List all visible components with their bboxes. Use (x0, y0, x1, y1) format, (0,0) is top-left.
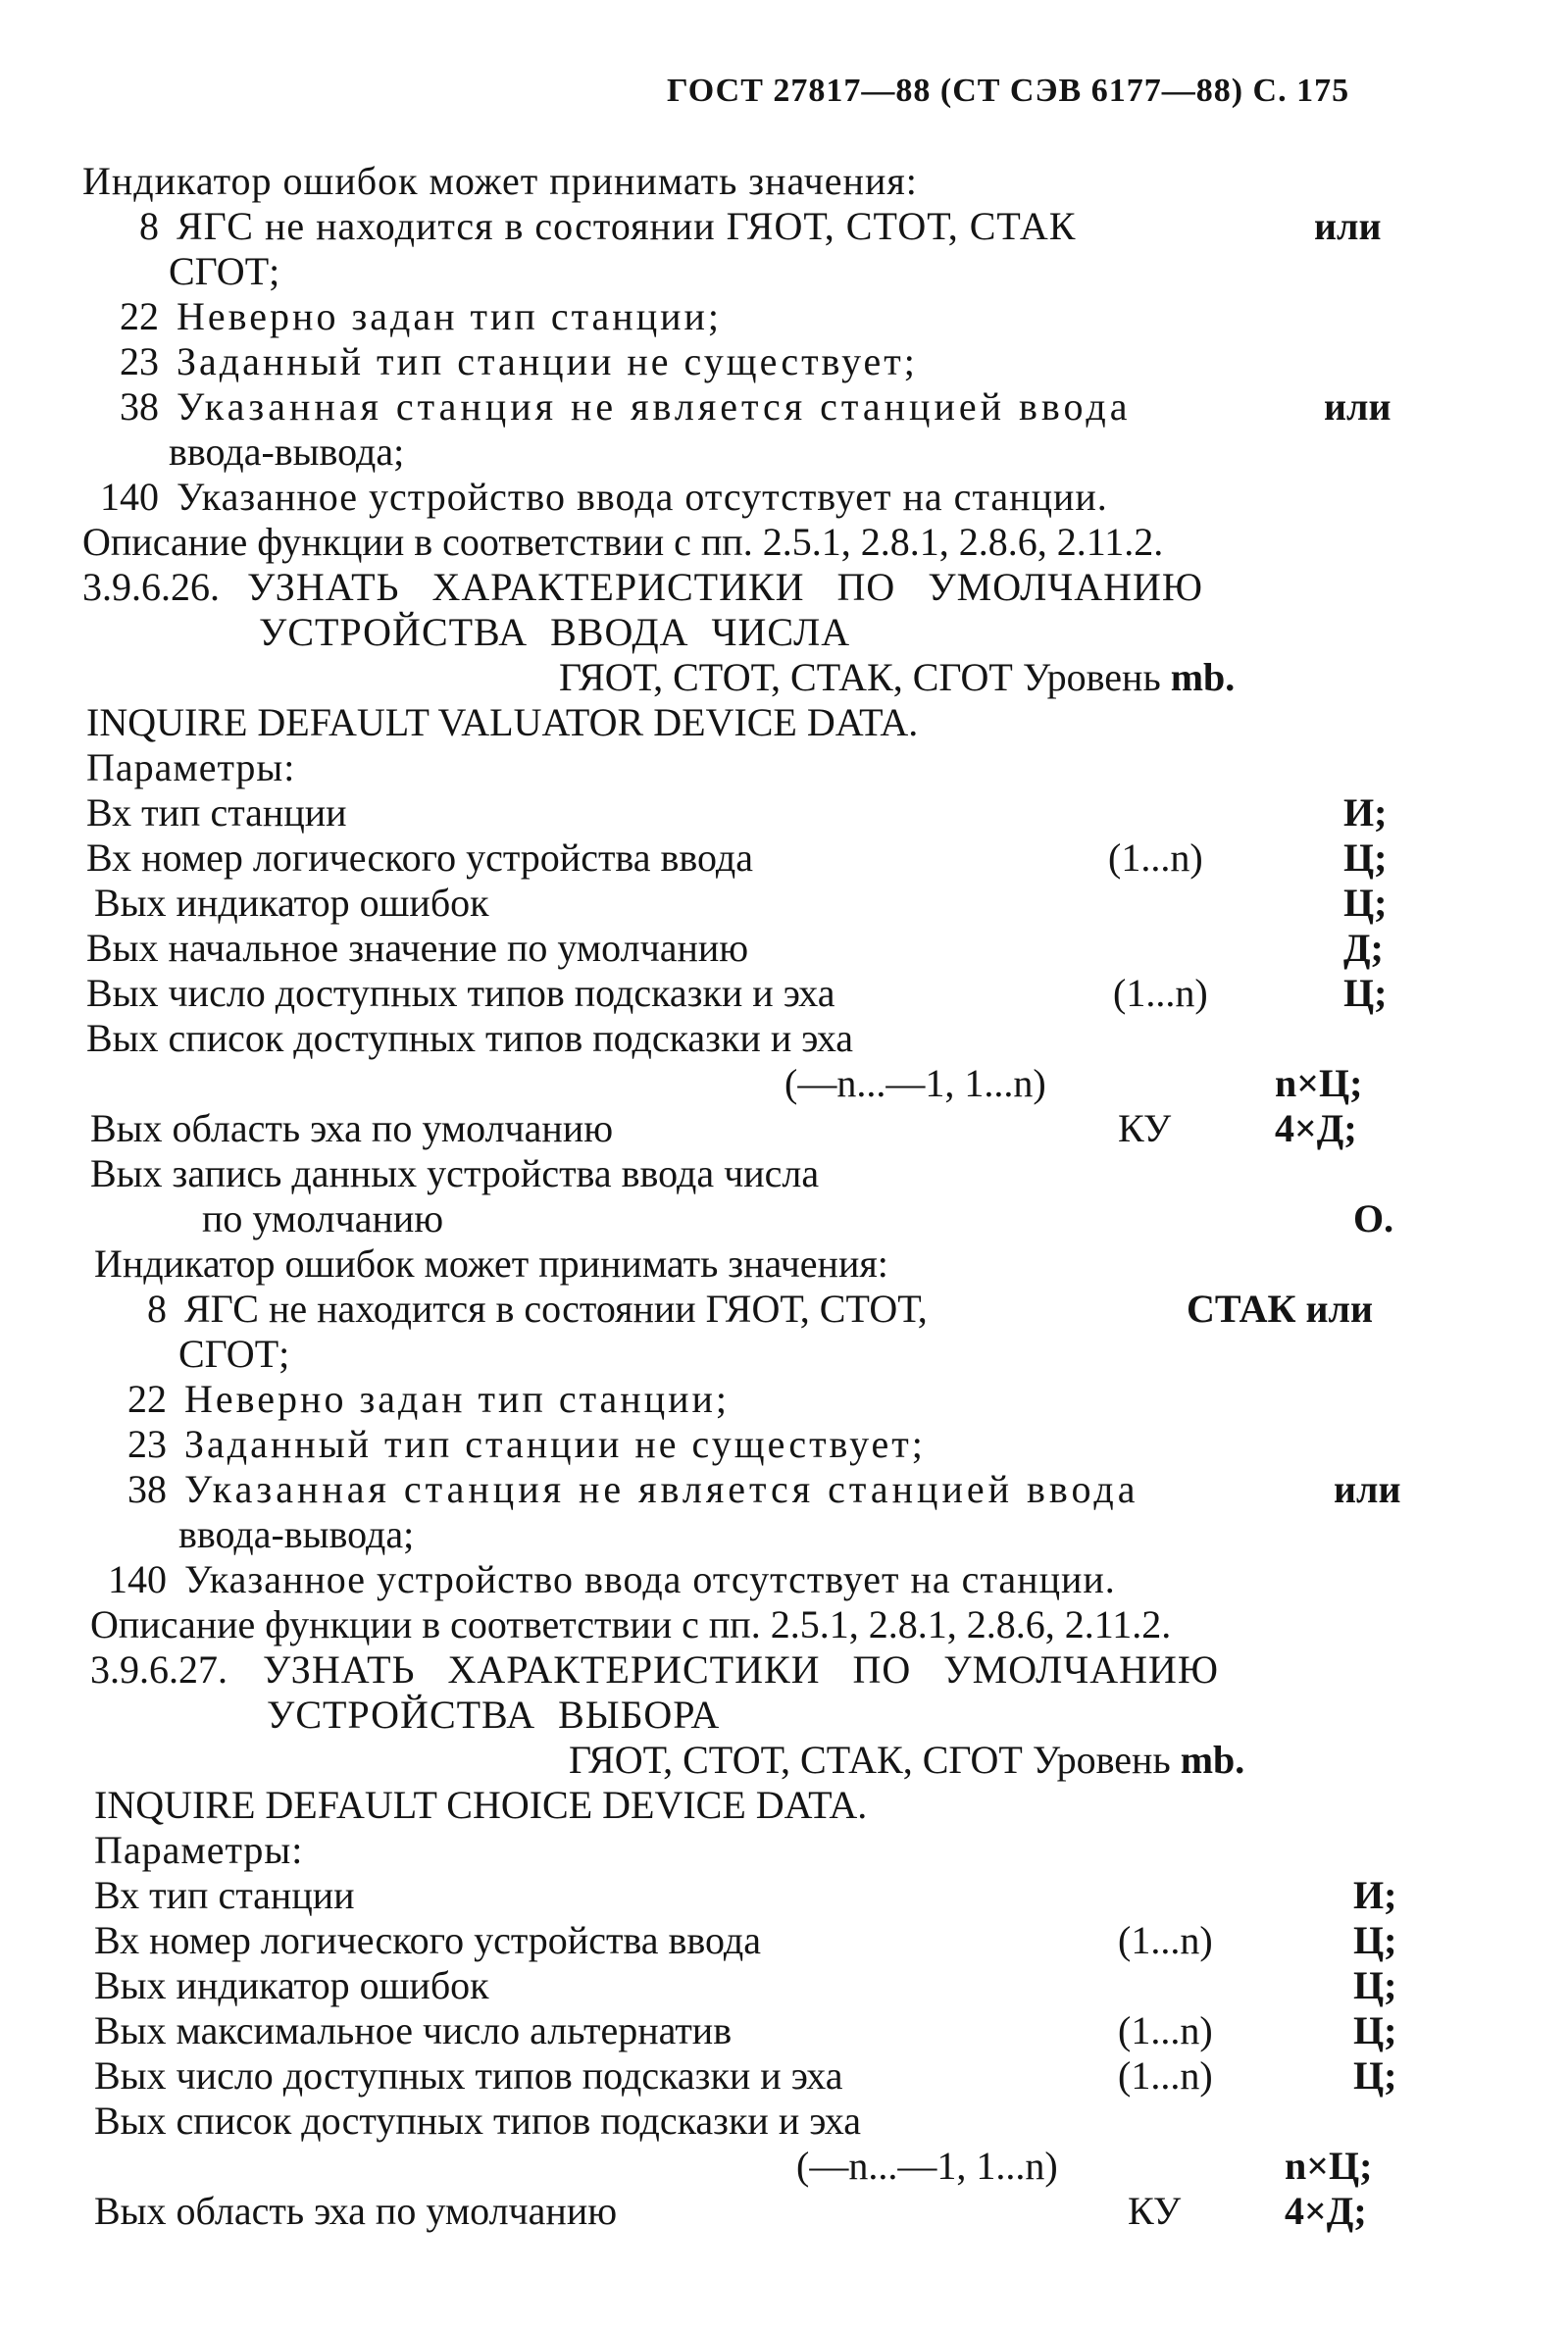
param-name: Вых запись данных устройства ввода числа (90, 1151, 820, 1195)
states: ГЯОТ, СТОТ, СТАК, СГОТ (569, 1738, 1023, 1782)
error-tail: или (1334, 1467, 1401, 1511)
param-name: Вых область эха по умолчанию (94, 2189, 618, 2233)
error-item (90, 1557, 1116, 1602)
param-name: Вых максимальное число альтернатив (94, 2008, 733, 2052)
level-label: Уровень (1032, 1738, 1171, 1782)
error-code: 140 (108, 1557, 167, 1601)
param-type: Ц; (1343, 881, 1388, 925)
section-title-cont: УСТРОЙСТВА ВВОДА ЧИСЛА (259, 610, 851, 654)
param-name: Вых область эха по умолчанию (90, 1106, 614, 1150)
section-title: УЗНАТЬ ХАРАКТЕРИСТИКИ ПО УМОЛЧАНИЮ (263, 1647, 1219, 1692)
level-value: mb. (1180, 1738, 1245, 1782)
error-tail: СТАК или (1187, 1287, 1373, 1331)
param-name: Вх номер логического устройства ввода (86, 835, 753, 880)
error-item (98, 1377, 730, 1422)
param-range: (1...n) (1118, 1918, 1213, 1962)
error-text: Неверно задан тип станции; (184, 1377, 731, 1421)
error-item (90, 294, 722, 339)
error-code: 38 (120, 384, 159, 429)
param-type: n×Ц; (1275, 1061, 1363, 1105)
error-code: 8 (147, 1287, 167, 1331)
error-code: 8 (139, 204, 159, 248)
param-name: Вых число доступных типов подсказки и эха (94, 2053, 843, 2098)
param-name: Вых начальное значение по умолчанию (86, 926, 749, 970)
param-type: Ц; (1353, 1963, 1397, 2007)
english-name: INQUIRE DEFAULT CHOICE DEVICE DATA. (94, 1783, 868, 1827)
error-text: ЯГС не находится в состоянии ГЯОТ, СТОТ, СТАК (177, 204, 1077, 248)
error-continuation: ввода-вывода; (178, 1512, 415, 1556)
error-item (118, 1287, 928, 1332)
error-item (90, 384, 1131, 430)
error-tail: или (1324, 384, 1391, 429)
param-name: Вых индикатор ошибок (94, 881, 489, 925)
section-states (559, 655, 1235, 700)
param-range: (—n...—1, 1...n) (784, 1061, 1046, 1105)
param-type: Ц; (1343, 971, 1388, 1015)
error-text: Заданный тип станции не существует; (184, 1422, 926, 1466)
param-type: Ц; (1353, 2053, 1397, 2098)
param-name-cont: по умолчанию (202, 1196, 444, 1240)
states: ГЯОТ, СТОТ, СТАК, СГОТ (559, 655, 1013, 699)
param-name: Вх тип станции (86, 790, 347, 835)
param-type: И; (1343, 790, 1388, 835)
error-code: 23 (127, 1422, 167, 1466)
param-range: (1...n) (1113, 971, 1208, 1015)
error-tail: или (1314, 204, 1382, 248)
param-type: 4×Д; (1285, 2189, 1367, 2233)
error-code: 38 (127, 1467, 167, 1511)
param-range: КУ (1118, 1106, 1172, 1150)
function-description: Описание функции в соответствии с пп. 2.5.1, 2.8.1, 2.8.6, 2.11.2. (90, 1602, 1172, 1646)
param-type: Ц; (1353, 1918, 1397, 1962)
param-name: Вых список доступных типов подсказки и эха (86, 1016, 854, 1060)
english-name: INQUIRE DEFAULT VALUATOR DEVICE DATA. (86, 700, 919, 744)
error-code: 140 (100, 475, 159, 519)
param-range: (1...n) (1118, 2053, 1213, 2098)
error-item (90, 339, 918, 384)
param-name: Вх тип станции (94, 1873, 355, 1917)
error-item (98, 1467, 1138, 1512)
param-type: И; (1353, 1873, 1397, 1917)
errors-intro: Индикатор ошибок может принимать значения: (94, 1241, 888, 1286)
level-label: Уровень (1022, 655, 1161, 699)
error-item (110, 204, 1076, 249)
error-text: Указанная станция не является станцией ввода (184, 1467, 1139, 1511)
function-description: Описание функции в соответствии с пп. 2.5.1, 2.8.1, 2.8.6, 2.11.2. (82, 520, 1164, 564)
param-range: КУ (1128, 2189, 1182, 2233)
param-type: n×Ц; (1285, 2144, 1373, 2188)
error-continuation: СГОТ; (169, 249, 280, 293)
section-title: УЗНАТЬ ХАРАКТЕРИСТИКИ ПО УМОЛЧАНИЮ (247, 565, 1203, 609)
param-name: Вых индикатор ошибок (94, 1963, 489, 2007)
param-name: Вх номер логического устройства ввода (94, 1918, 761, 1962)
page-header: ГОСТ 27817—88 (СТ СЭВ 6177—88) С. 175 (667, 73, 1350, 109)
param-name: Вых список доступных типов подсказки и эха (94, 2099, 862, 2143)
section-states (569, 1738, 1244, 1783)
error-text: Указанное устройство ввода отсутствует на станции. (184, 1557, 1116, 1601)
param-type: Ц; (1353, 2008, 1397, 2052)
params-label: Параметры: (86, 745, 296, 789)
param-type: Ц; (1343, 835, 1388, 880)
error-text: Указанная станция не является станцией ввода (177, 384, 1132, 429)
error-continuation: ввода-вывода; (169, 430, 405, 474)
error-continuation: СГОТ; (178, 1332, 290, 1376)
error-item (82, 475, 1108, 520)
param-type: Д; (1343, 926, 1384, 970)
section-number: 3.9.6.26. (82, 565, 220, 609)
params-label: Параметры: (94, 1828, 304, 1872)
error-text: Неверно задан тип станции; (177, 294, 723, 338)
error-text: Заданный тип станции не существует; (177, 339, 918, 383)
error-text: ЯГС не находится в состоянии ГЯОТ, СТОТ, (184, 1287, 928, 1331)
param-type: О. (1353, 1196, 1394, 1240)
error-code: 22 (127, 1377, 167, 1421)
param-type: 4×Д; (1275, 1106, 1357, 1150)
error-text: Указанное устройство ввода отсутствует на станции. (177, 475, 1108, 519)
param-range: (1...n) (1108, 835, 1203, 880)
error-code: 22 (120, 294, 159, 338)
level-value: mb. (1170, 655, 1236, 699)
errors-intro: Индикатор ошибок может принимать значения: (82, 159, 918, 203)
param-name: Вых число доступных типов подсказки и эха (86, 971, 835, 1015)
param-range: (1...n) (1118, 2008, 1213, 2052)
error-code: 23 (120, 339, 159, 383)
section-number: 3.9.6.27. (90, 1647, 228, 1692)
error-item (98, 1422, 926, 1467)
section-title-cont: УСТРОЙСТВА ВЫБОРА (267, 1693, 721, 1737)
param-range: (—n...—1, 1...n) (796, 2144, 1058, 2188)
